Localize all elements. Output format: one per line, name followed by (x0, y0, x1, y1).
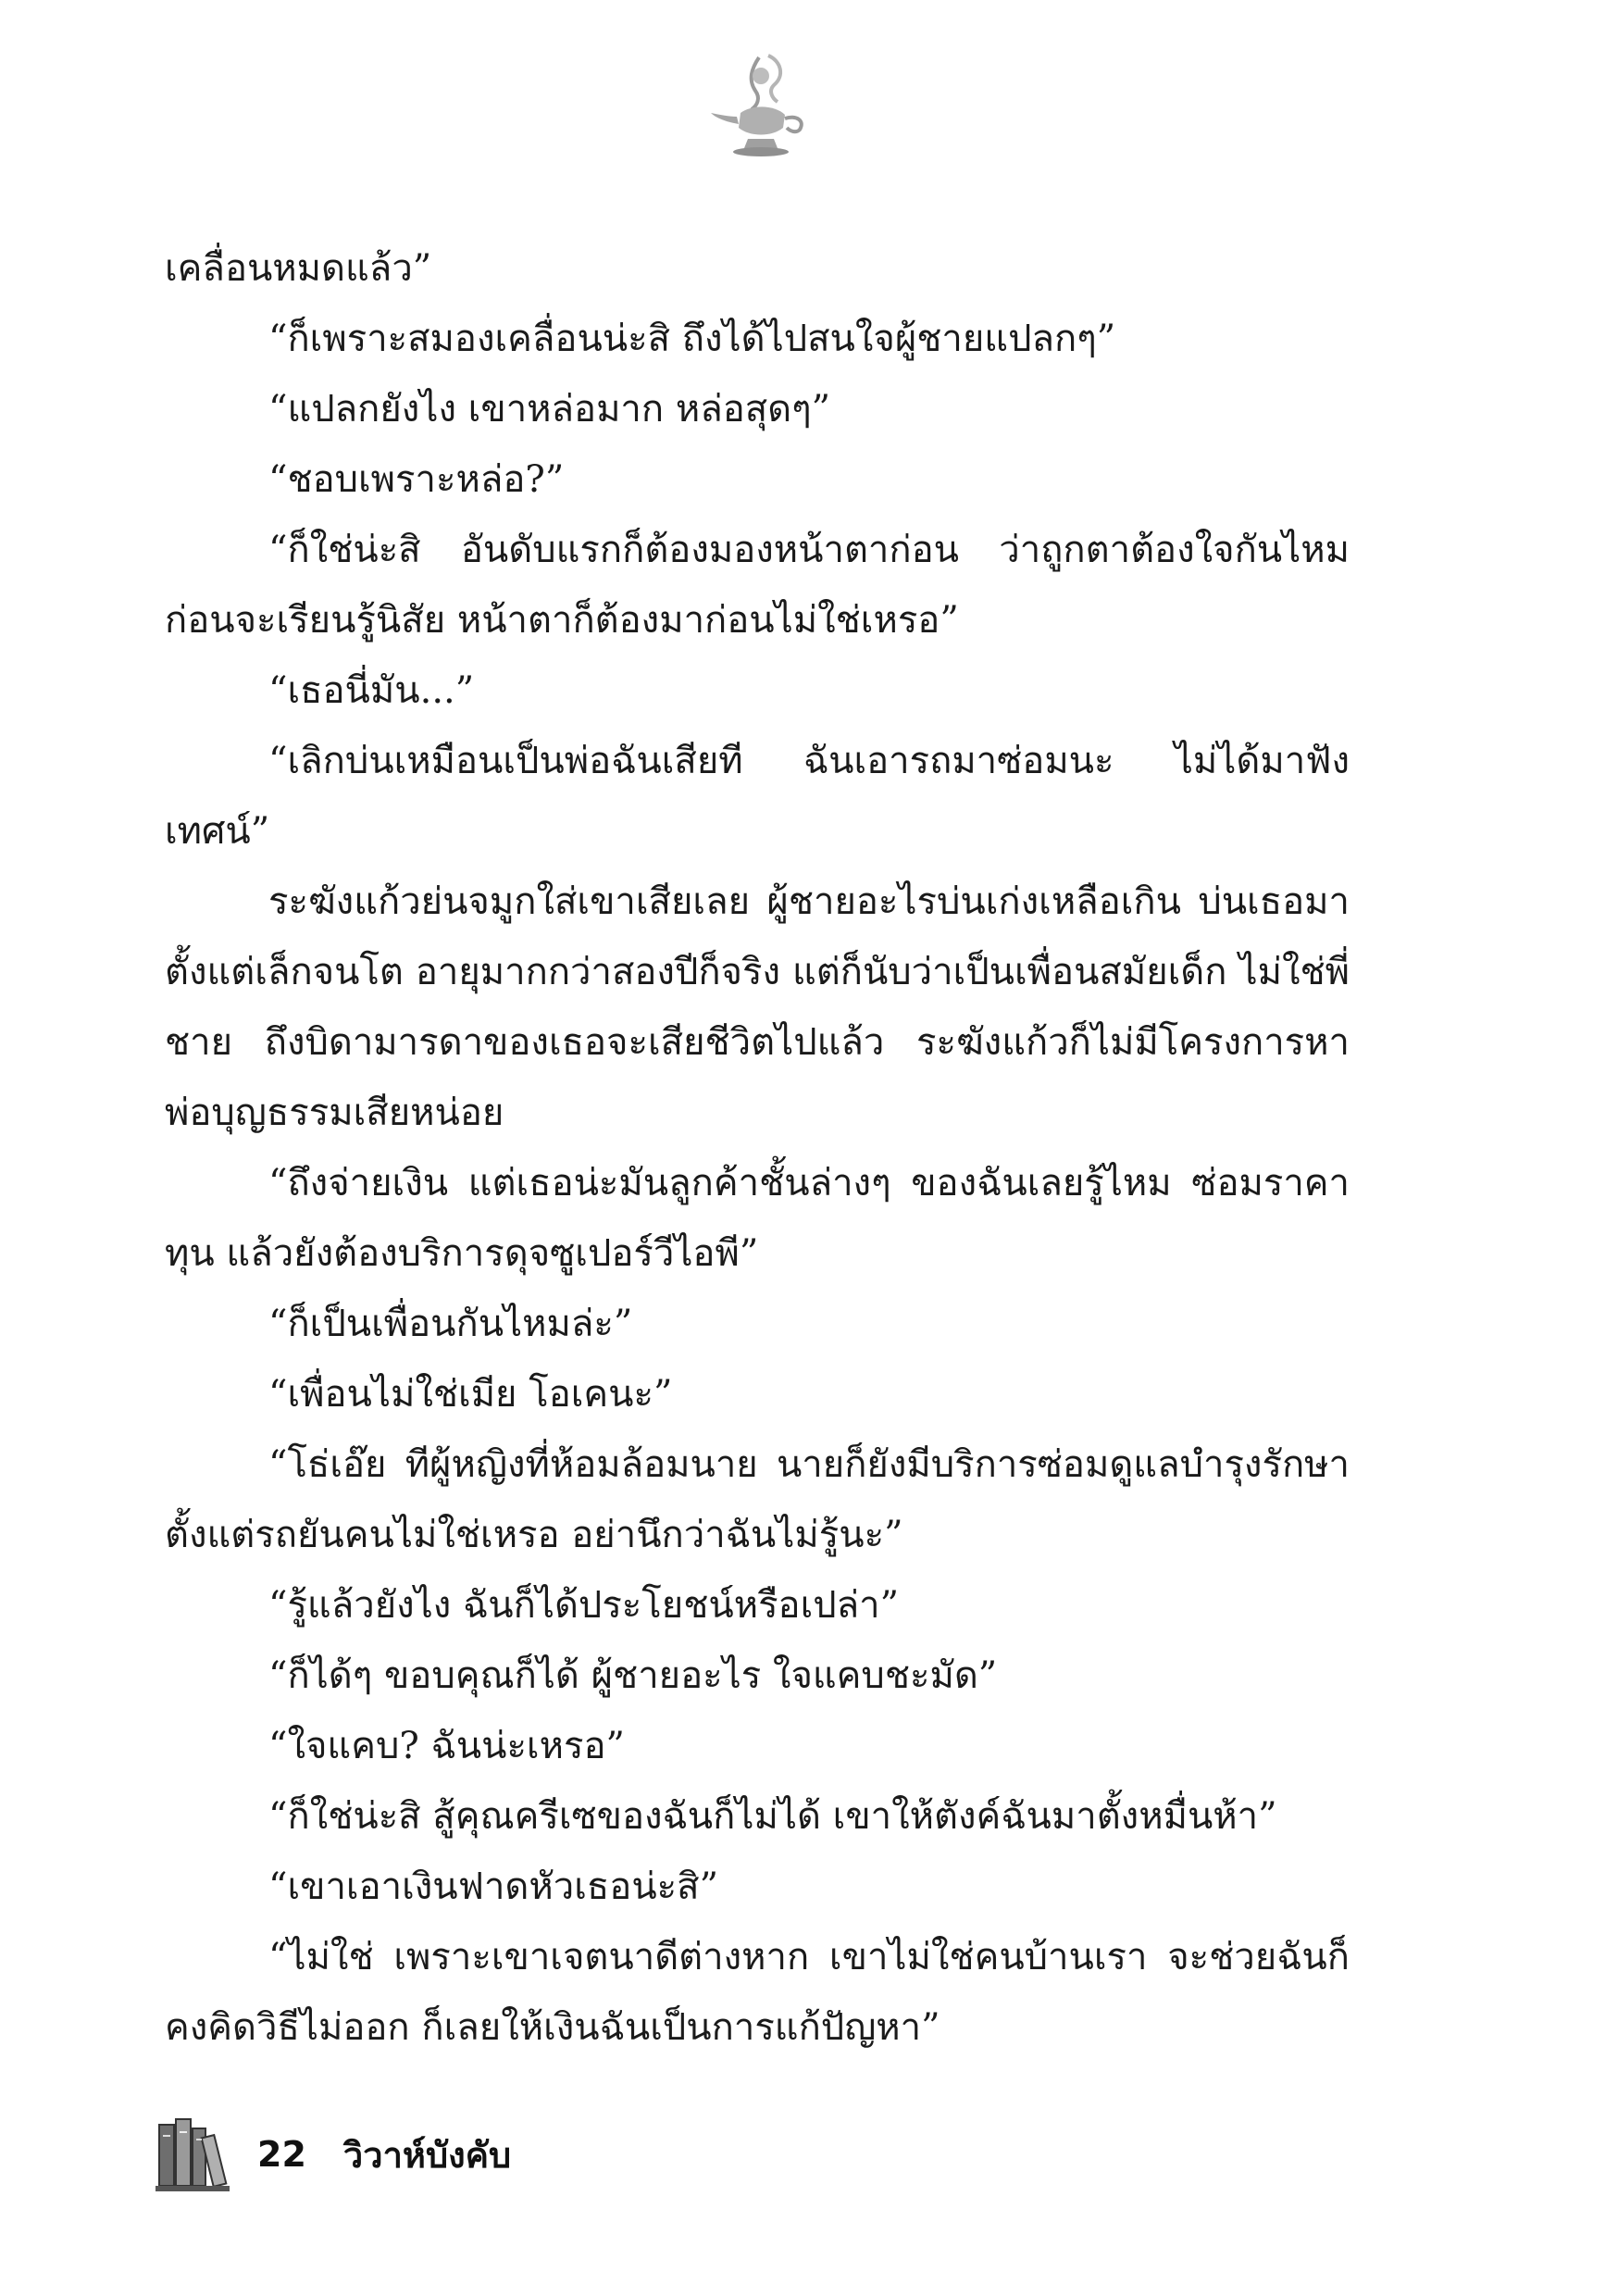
paragraph: “รู้แล้วยังไง ฉันก็ได้ประโยชน์หรือเปล่า” (268, 1584, 900, 1627)
paragraph: “เขาเอาเงินฟาดหัวเธอน่ะสิ” (268, 1866, 719, 1908)
paragraph: “เธอนี่มัน...” (268, 669, 475, 712)
page-number: 22 (257, 2134, 306, 2175)
paragraph: “เพื่อนไม่ใช่เมีย โอเคนะ” (268, 1373, 673, 1416)
paragraph: “ชอบเพราะหล่อ?” (268, 458, 565, 501)
paragraph: “เลิกบ่นเหมือนเป็นพ่อฉันเสียที ฉันเอารถมาซ่อมนะ ไม่ได้มาฟังเทศน์” (165, 740, 1350, 853)
paragraph: “ก็ได้ๆ ขอบคุณก็ได้ ผู้ชายอะไร ใจแคบชะมัด” (268, 1654, 998, 1697)
paragraph: ระฆังแก้วย่นจมูกใส่เขาเสียเลย ผู้ชายอะไรบ่นเก่งเหลือเกิน บ่นเธอมาตั้งแต่เล็กจนโต อายุมากกว่าสองปีก็จริง แต่ก็นับว่าเป็นเพื่อนสมัยเด็ก ไม่ใช่พี่ชาย ถึงบิดามารดาของเธอจะเสียชีวิตไปแล้ว ระฆังแก้วก็ไม่มีโครงการหาพ่อบุญธรรมเสียหน่อย (165, 880, 1350, 1134)
body-text (165, 233, 1350, 2063)
page-footer (156, 2113, 511, 2196)
paragraph: “ก็ใช่น่ะสิ อันดับแรกก็ต้องมองหน้าตาก่อน ว่าถูกตาต้องใจกันไหม ก่อนจะเรียนรู้นิสัย หน้าตาก็ต้องมาก่อนไม่ใช่เหรอ” (165, 529, 1350, 642)
genie-lamp-icon (703, 48, 815, 178)
paragraph: เคลื่อนหมดแล้ว” (165, 247, 432, 290)
paragraph: “ไม่ใช่ เพราะเขาเจตนาดีต่างหาก เขาไม่ใช่คนบ้านเรา จะช่วยฉันก็คงคิดวิธีไม่ออก ก็เลยให้เงินฉันเป็นการแก้ปัญหา” (165, 1936, 1350, 2049)
paragraph: “ใจแคบ? ฉันน่ะเหรอ” (268, 1725, 625, 1767)
paragraph: “ถึงจ่ายเงิน แต่เธอน่ะมันลูกค้าชั้นล่างๆ ของฉันเลยรู้ไหม ซ่อมราคาทุน แล้วยังต้องบริการดุจซูเปอร์วีไอพี” (165, 1162, 1350, 1275)
paragraph: “โธ่เอ๊ย ทีผู้หญิงที่ห้อมล้อมนาย นายก็ยังมีบริการซ่อมดูแลบำรุงรักษาตั้งแต่รถยันคนไม่ใช่เหรอ อย่านึกว่าฉันไม่รู้นะ” (165, 1443, 1350, 1556)
book-title: วิวาห์บังคับ (342, 2134, 512, 2176)
paragraph: “ก็ใช่น่ะสิ สู้คุณครีเซของฉันก็ไม่ได้ เขาให้ตังค์ฉันมาตั้งหมื่นห้า” (268, 1795, 1277, 1838)
paragraph: “แปลกยังไง เขาหล่อมาก หล่อสุดๆ” (268, 388, 831, 430)
paragraph: “ก็เพราะสมองเคลื่อนน่ะสิ ถึงได้ไปสนใจผู้ชายแปลกๆ” (268, 318, 1116, 360)
paragraph: “ก็เป็นเพื่อนกันไหมล่ะ” (268, 1303, 633, 1345)
books-icon (156, 2115, 235, 2193)
